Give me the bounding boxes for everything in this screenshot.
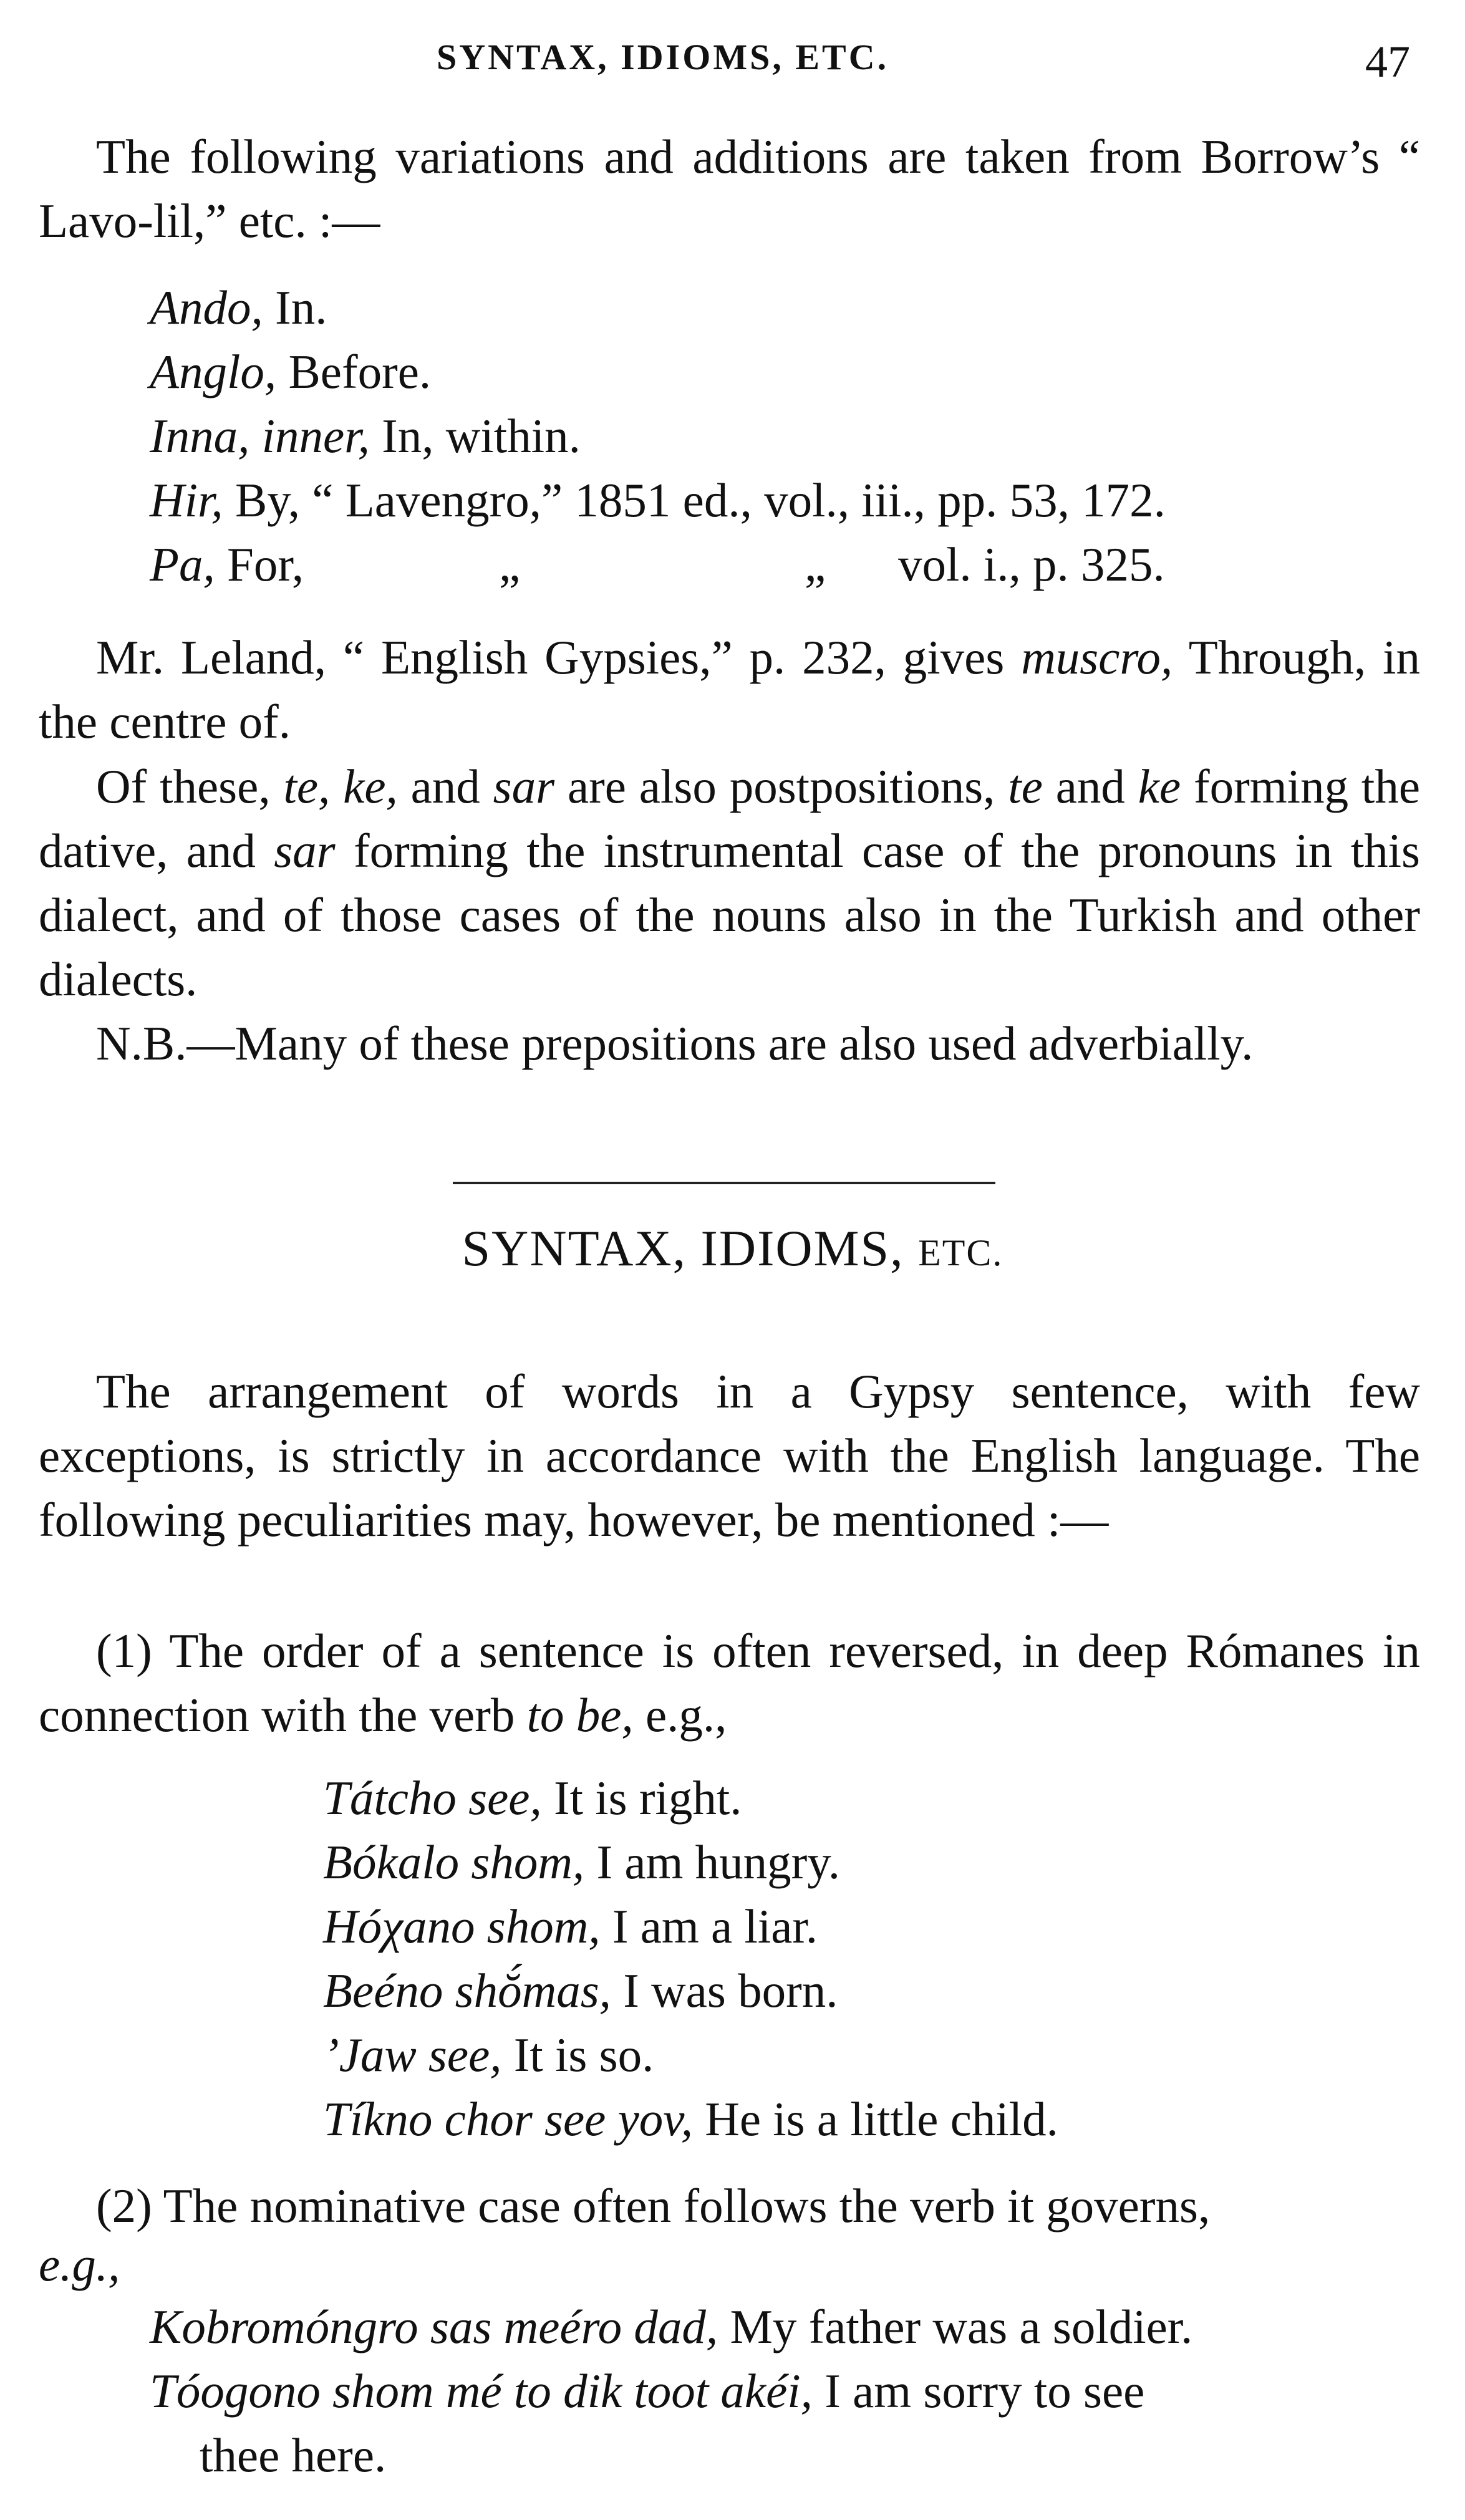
nb-paragraph: N.B.—Many of these prepositions are also used adverbially.	[96, 1016, 1254, 1070]
list-term: Pa,	[150, 538, 215, 591]
postpositions-paragraph	[39, 755, 1420, 1011]
example-gloss: He is a little child.	[693, 2092, 1058, 2146]
rule-one-paragraph	[39, 1619, 1420, 1747]
example-term: Tíkno chor see yov,	[323, 2092, 693, 2146]
italic-term: to be,	[526, 1688, 634, 1742]
list-item	[150, 2359, 1192, 2423]
intro-paragraph: The following variations and additions are taken from Borrow’s “ Lavo-lil,” etc. :—	[39, 130, 1420, 248]
example-gloss: I am hungry.	[584, 1835, 841, 1889]
italic-term: sar	[274, 824, 336, 877]
text-run: forming the dative, and	[39, 760, 1421, 877]
example-term: ’Jaw see,	[323, 2028, 502, 2082]
text-run: Mr. Leland, “ English Gypsies,” p. 232, gives	[96, 630, 1022, 684]
italic-term: ke,	[343, 760, 398, 813]
heading-text: SYNTAX, IDIOMS,	[462, 1220, 919, 1277]
list-item	[323, 1895, 1058, 1959]
leland-paragraph	[39, 625, 1420, 754]
page-number: 47	[1365, 37, 1410, 87]
list-item	[150, 404, 1166, 468]
text-run: are also postpositions,	[554, 760, 1008, 813]
italic-term: muscro,	[1021, 630, 1173, 684]
borrow-list	[150, 276, 1166, 597]
example-term: Bókalo shom,	[323, 1835, 585, 1889]
heading-smallcaps: ETC.	[918, 1232, 1003, 1273]
text-run: and	[1042, 760, 1138, 813]
running-head	[0, 36, 1465, 86]
section-heading	[0, 1219, 1465, 1278]
example-term: Hóχano shom,	[323, 1900, 601, 1953]
example-term: Kobromóngro sas meéro dad,	[150, 2300, 718, 2353]
example-gloss: I was born.	[611, 1964, 838, 2017]
list-item	[150, 276, 1166, 340]
text-run: Through, in the centre of.	[39, 630, 1420, 748]
example-gloss: I am sorry to see	[812, 2364, 1145, 2418]
rule-two-paragraph: (2) The nominative case often follows the verb it governs,	[96, 2179, 1211, 2233]
example-term: Tátcho see,	[323, 1771, 542, 1825]
list-term: Ando,	[150, 281, 263, 334]
list-term: Inna, inner,	[150, 409, 370, 463]
eg-label: e.g.,	[39, 2238, 120, 2291]
list-item	[323, 1766, 1058, 1830]
text-run: Of these,	[96, 760, 284, 813]
list-item	[323, 2023, 1058, 2087]
italic-term: te	[1008, 760, 1043, 813]
running-title: SYNTAX, IDIOMS, ETC.	[437, 37, 889, 77]
list-term: Hir,	[150, 473, 223, 527]
italic-term: te,	[283, 760, 331, 813]
list-term: Anglo,	[150, 345, 277, 398]
ditto-mark: „	[499, 538, 521, 591]
example-gloss: It is right.	[541, 1771, 742, 1825]
text-run: and	[397, 760, 493, 813]
list-gloss: By, “ Lavengro,” 1851 ed., vol., iii., pp. 53, 172.	[223, 473, 1166, 527]
list-item	[323, 1959, 1058, 2023]
example-gloss: thee here.	[200, 2428, 387, 2482]
list-item	[150, 468, 1166, 533]
text-run	[330, 760, 343, 813]
list-gloss: In.	[263, 281, 327, 334]
example-term: Beéno shŏ́mas,	[323, 1964, 611, 2017]
example-gloss: My father was a soldier.	[718, 2300, 1193, 2353]
list-gloss: Before.	[276, 345, 432, 398]
list-item	[323, 1830, 1058, 1895]
list-ref: vol. i., p. 325.	[898, 538, 1165, 591]
list-item-continued	[150, 2423, 1192, 2488]
example-gloss: I am a liar.	[600, 1900, 818, 1953]
list-gloss: In, within.	[369, 409, 581, 463]
list-item	[150, 2295, 1192, 2359]
examples-list-two	[150, 2295, 1192, 2488]
italic-term: ke	[1138, 760, 1181, 813]
text-run: forming the instrumental case of the pronouns in this dialect, and of those cases of the nouns also in the Turkish and other dialects.	[39, 824, 1420, 1006]
example-gloss: It is so.	[501, 2028, 654, 2082]
text-run: (1) The order of a sentence is often reversed, in deep Rómanes in connection with the verb	[39, 1624, 1420, 1742]
text-run: e.g.,	[633, 1688, 727, 1742]
list-item	[150, 533, 1166, 597]
list-item	[150, 340, 1166, 404]
arrangement-paragraph: The arrangement of words in a Gypsy sentence, with few exceptions, is strictly in accordance with the English language. The following peculiarities may, however, be mentioned :—	[39, 1364, 1420, 1547]
list-item	[323, 2087, 1058, 2151]
example-term: Tóogono shom mé to dik toot akéi,	[150, 2364, 813, 2418]
list-gloss: For,	[215, 538, 304, 591]
section-divider	[453, 1182, 995, 1184]
examples-list-one	[323, 1766, 1058, 2151]
ditto-mark: „	[805, 538, 826, 591]
italic-term: sar	[493, 760, 555, 813]
